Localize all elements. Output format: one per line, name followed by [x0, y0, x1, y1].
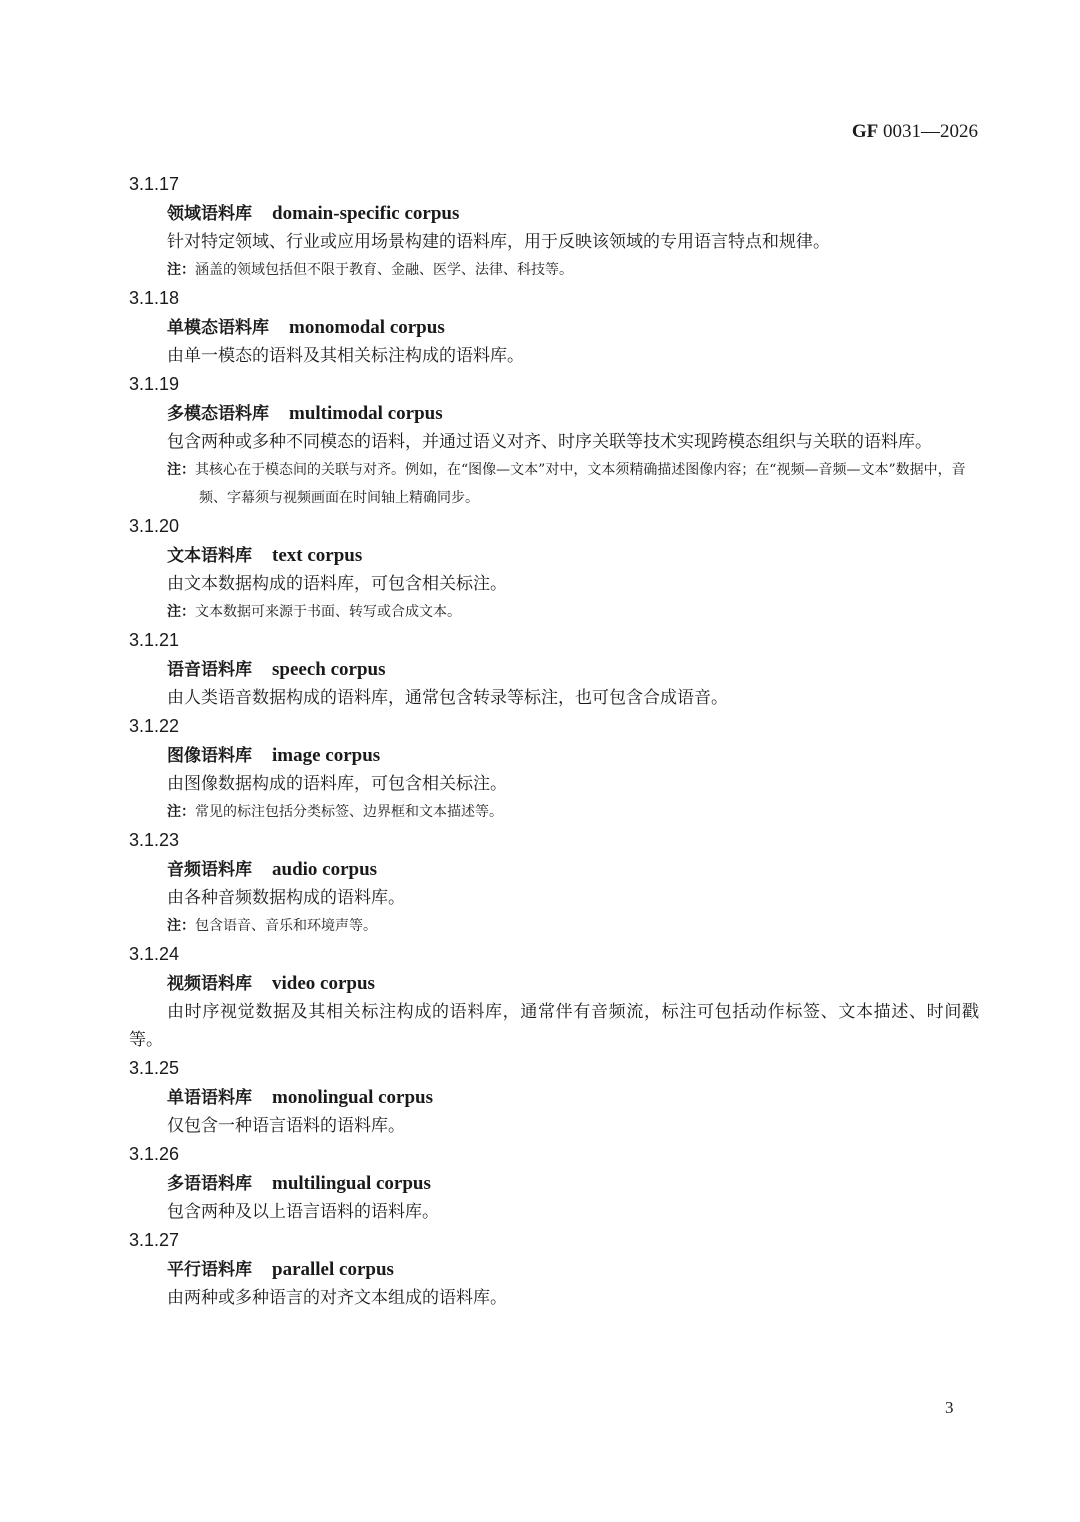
term-definition: 由各种音频数据构成的语料库。 [167, 888, 405, 908]
term-number: 3.1.19 [129, 374, 180, 394]
term-definition: 针对特定领域、行业或应用场景构建的语料库，用于反映该领域的专用语言特点和规律。 [167, 232, 830, 252]
term-note [167, 256, 979, 284]
term-number: 3.1.17 [129, 174, 180, 194]
term-heading [167, 655, 1080, 684]
term-number: 3.1.20 [129, 516, 180, 536]
term-chinese: 领域语料库 [167, 204, 252, 224]
term-definition: 包含两种及以上语言语料的语料库。 [167, 1202, 439, 1222]
term-note [167, 798, 979, 826]
standard-code-prefix: GF [851, 121, 879, 142]
note-text: 常见的标注包括分类标签、边界框和文本描述等。 [195, 804, 503, 820]
note-label: 注： [167, 262, 195, 278]
term-english: video corpus [272, 973, 375, 994]
term-english: text corpus [272, 545, 363, 566]
page-number: 3 [945, 1398, 954, 1417]
term-chinese: 单语语料库 [167, 1088, 252, 1108]
term-english: monomodal corpus [289, 317, 445, 338]
term-number: 3.1.21 [129, 630, 180, 650]
term-heading [167, 1169, 1080, 1198]
term-note [167, 912, 979, 940]
term-definition: 由人类语音数据构成的语料库，通常包含转录等标注，也可包含合成语音。 [167, 688, 728, 708]
term-english: multimodal corpus [289, 403, 443, 424]
term-chinese: 音频语料库 [167, 860, 252, 880]
term-english: parallel corpus [272, 1259, 394, 1280]
note-text: 其核心在于模态间的关联与对齐。例如，在“图像—文本”对中，文本须精确描述图像内容；在“视频—音频—文本”数据中，音频、字幕须与视频画面在时间轴上精确同步。 [195, 462, 966, 506]
term-heading [167, 199, 1080, 228]
term-english: domain-specific corpus [272, 203, 460, 224]
term-list [0, 170, 1080, 1312]
term-heading [167, 541, 1080, 570]
term-chinese: 视频语料库 [167, 974, 252, 994]
term-english: audio corpus [272, 859, 378, 880]
note-text: 文本数据可来源于书面、转写或合成文本。 [195, 604, 461, 620]
term-chinese: 语音语料库 [167, 660, 252, 680]
note-text: 涵盖的领域包括但不限于教育、金融、医学、法律、科技等。 [195, 262, 573, 278]
term-definition: 由时序视觉数据及其相关标注构成的语料库，通常伴有音频流，标注可包括动作标签、文本描述、时间戳等。 [129, 1002, 979, 1050]
term-definition: 由文本数据构成的语料库，可包含相关标注。 [167, 574, 507, 594]
term-definition: 由单一模态的语料及其相关标注构成的语料库。 [167, 346, 524, 366]
term-english: multilingual corpus [272, 1173, 431, 1194]
standard-code-number: 0031—2026 [883, 121, 978, 142]
term-heading [167, 399, 1080, 428]
note-label: 注： [167, 604, 195, 620]
term-heading [167, 855, 1080, 884]
term-heading [167, 1255, 1080, 1284]
term-note [167, 598, 979, 626]
term-number: 3.1.18 [129, 288, 180, 308]
term-chinese: 平行语料库 [167, 1260, 252, 1280]
term-number: 3.1.24 [129, 944, 180, 964]
term-chinese: 文本语料库 [167, 546, 252, 566]
standard-code [852, 120, 978, 144]
term-chinese: 单模态语料库 [167, 318, 269, 338]
note-label: 注： [167, 462, 195, 478]
term-number: 3.1.27 [129, 1230, 180, 1250]
term-number: 3.1.26 [129, 1144, 180, 1164]
term-chinese: 多模态语料库 [167, 404, 269, 424]
term-heading [167, 313, 1080, 342]
term-heading [167, 1083, 1080, 1112]
term-chinese: 图像语料库 [167, 746, 252, 766]
term-number: 3.1.23 [129, 830, 180, 850]
term-definition: 由两种或多种语言的对齐文本组成的语料库。 [167, 1288, 507, 1308]
term-heading [167, 969, 1080, 998]
note-label: 注： [167, 918, 195, 934]
term-english: monolingual corpus [272, 1087, 434, 1108]
note-text: 包含语音、音乐和环境声等。 [195, 918, 377, 934]
term-definition: 仅包含一种语言语料的语料库。 [167, 1116, 405, 1136]
term-definition: 包含两种或多种不同模态的语料，并通过语义对齐、时序关联等技术实现跨模态组织与关联的语料库。 [167, 432, 932, 452]
term-english: speech corpus [272, 659, 386, 680]
term-number: 3.1.25 [129, 1058, 180, 1078]
term-definition: 由图像数据构成的语料库，可包含相关标注。 [167, 774, 507, 794]
term-number: 3.1.22 [129, 716, 180, 736]
term-heading [167, 741, 1080, 770]
term-english: image corpus [272, 745, 381, 766]
note-label: 注： [167, 804, 195, 820]
term-chinese: 多语语料库 [167, 1174, 252, 1194]
term-note [167, 456, 979, 512]
